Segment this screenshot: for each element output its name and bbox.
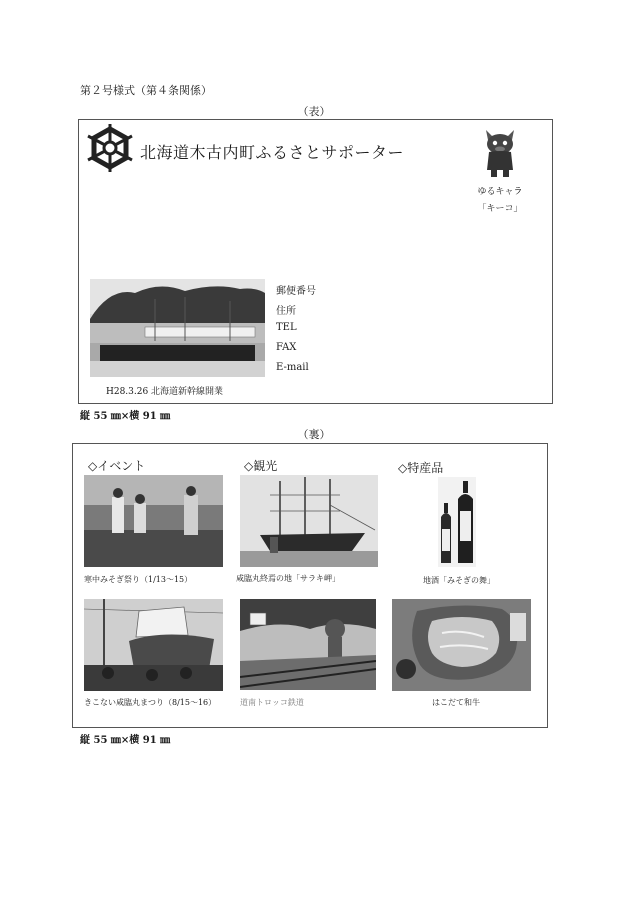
back-label: （裏） (297, 428, 331, 441)
email-label: E-mail (276, 362, 309, 373)
misogi-sake-bottles-photo (438, 477, 476, 567)
form-title: 第２号様式（第４条関係） (80, 84, 212, 97)
sarakimisaki-caption: 咸臨丸終焉の地「サラキ岬」 (236, 574, 340, 583)
sake-caption: 地酒「みそぎの舞」 (423, 576, 495, 585)
section-events: ◇イベント (88, 459, 146, 473)
misogi-festival-photo (84, 475, 223, 567)
postal-code-label: 郵便番号 (276, 286, 316, 297)
mascot-name: 「キーコ」 (477, 204, 523, 214)
address-label: 住所 (276, 306, 296, 317)
hakodate-wagyu-photo (392, 599, 531, 691)
shinkansen-opening-photo (90, 279, 265, 377)
kanrinmaru-festival-photo (84, 599, 223, 691)
mascot-caption: ゆるキャラ (477, 187, 523, 197)
sarakimisaki-ship-photo (240, 475, 378, 567)
trolley-railway-caption: 道南トロッコ鉄道 (240, 698, 304, 707)
trolley-railway-photo (240, 599, 376, 690)
misogi-festival-caption: 寒中みそぎ祭り（1/13〜15） (84, 575, 193, 584)
town-emblem-icon (86, 124, 134, 172)
section-specialties: ◇特産品 (398, 461, 444, 475)
shinkansen-photo-caption: H28.3.26 北海道新幹線開業 (106, 387, 224, 397)
kanrinmaru-festival-caption: きこない咸臨丸まつり（8/15〜16） (84, 698, 217, 707)
section-sightseeing: ◇観光 (244, 459, 278, 473)
wagyu-caption: はこだて和牛 (432, 698, 480, 707)
tel-label: TEL (276, 322, 297, 333)
front-label: （表） (297, 105, 331, 118)
back-size-note: 縦 55 ㎜×横 91 ㎜ (80, 735, 171, 746)
mascot-kiko-icon (478, 124, 522, 178)
fax-label: FAX (276, 342, 297, 353)
front-size-note: 縦 55 ㎜×横 91 ㎜ (80, 411, 171, 422)
card-title: 北海道木古内町ふるさとサポーター (140, 143, 405, 162)
